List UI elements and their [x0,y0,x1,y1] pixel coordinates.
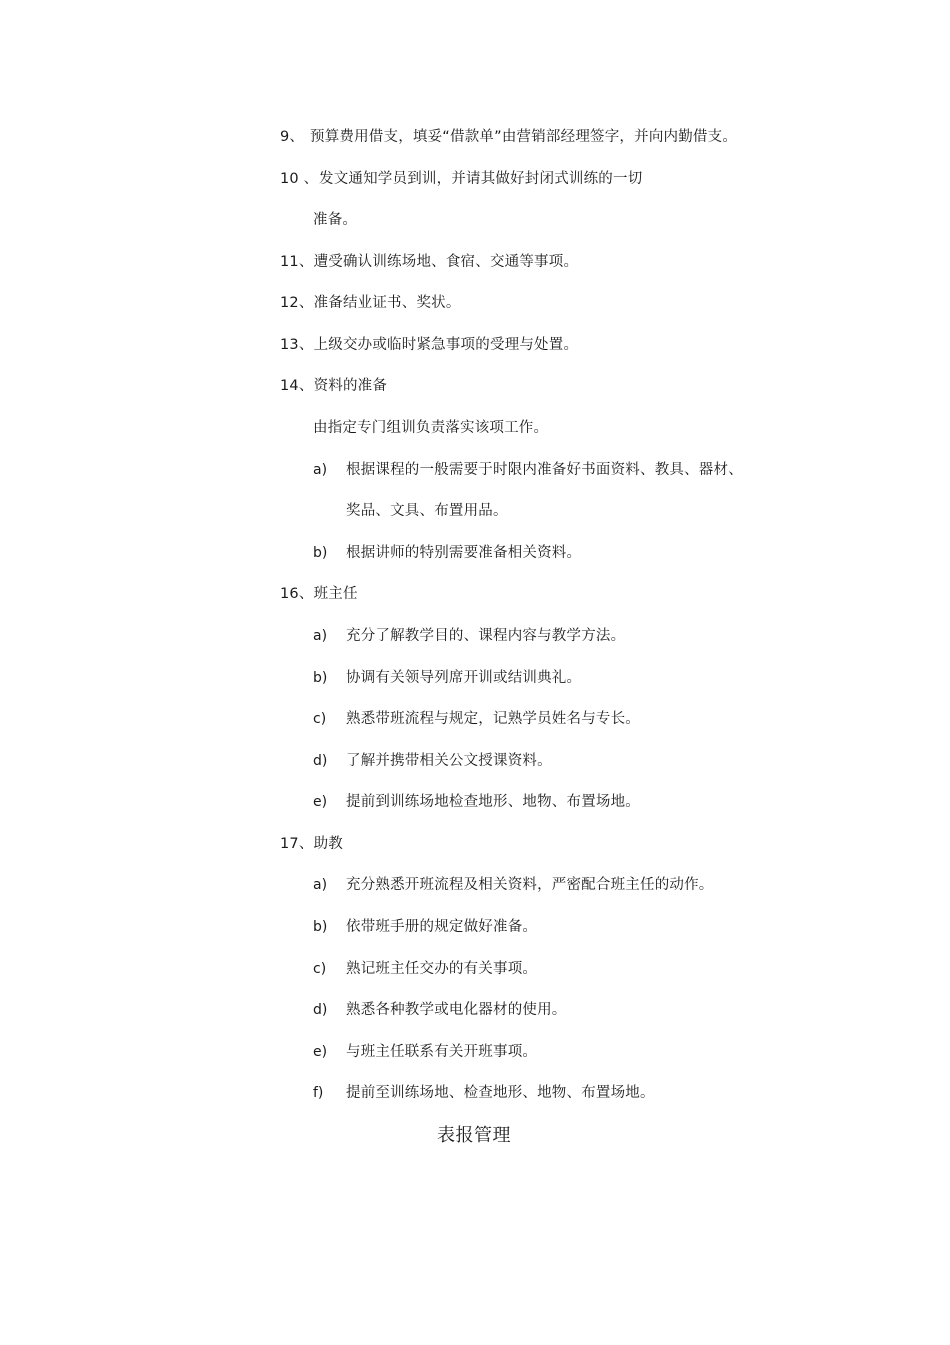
list-marker: b) [313,670,328,686]
item-number: 9、 [280,129,305,145]
item-12 [280,293,461,313]
list-item-continuation: 奖品、文具、布置用品。 [346,503,508,519]
list-item-text: 充分熟悉开班流程及相关资料，严密配合班主任的动作。 [346,877,714,893]
item-16 [280,584,358,604]
list-marker: d) [313,753,328,769]
list-marker: e) [313,794,328,810]
item-text: 预算费用借支，填妥“借款单”由营销部经理签字，并向内勤借支。 [310,129,738,145]
item-13 [280,335,578,355]
item-9 [280,127,737,147]
item-number: 11、 [280,254,314,270]
item-text: 班主任 [313,586,358,602]
item-number: 12、 [280,295,314,311]
list-marker: f) [313,1085,324,1101]
list-marker: c) [313,711,327,727]
list-marker: b) [313,545,328,561]
list-item-text: 根据课程的一般需要于时限内准备好书面资料、教具、器材、 [346,462,743,478]
item-17 [280,834,343,854]
item-text: 发文通知学员到训，并请其做好封闭式训练的一切 [319,171,643,187]
item-number: 17、 [280,836,314,852]
item-10 [280,169,642,189]
section-title: 表报管理 [437,1125,511,1146]
list-marker: c) [313,961,327,977]
list-item-text: 熟悉带班流程与规定，记熟学员姓名与专长。 [346,711,640,727]
item-text: 遭受确认训练场地、食宿、交通等事项。 [313,254,579,270]
list-item-text: 熟悉各种教学或电化器材的使用。 [346,1002,567,1018]
list-item-text: 根据讲师的特别需要准备相关资料。 [346,545,582,561]
item-number: 10 、 [280,171,319,187]
list-marker: e) [313,1044,328,1060]
item-number: 14、 [280,378,314,394]
list-marker: a) [313,628,328,644]
list-item-text: 了解并携带相关公文授课资料。 [346,753,552,769]
list-item-text: 与班主任联系有关开班事项。 [346,1044,538,1060]
item-14-intro: 由指定专门组训负责落实该项工作。 [313,420,549,436]
list-item-text: 熟记班主任交办的有关事项。 [346,961,538,977]
item-text: 资料的准备 [313,378,388,394]
item-number: 16、 [280,586,314,602]
list-item-text: 协调有关领导列席开训或结训典礼。 [346,670,582,686]
item-text: 助教 [313,836,343,852]
list-marker: b) [313,919,328,935]
list-item-text: 依带班手册的规定做好准备。 [346,919,538,935]
list-item-text: 充分了解教学目的、课程内容与教学方法。 [346,628,626,644]
item-11 [280,252,578,272]
item-text: 准备结业证书、奖状。 [313,295,461,311]
item-number: 13、 [280,337,314,353]
list-item-text: 提前到训练场地检查地形、地物、布置场地。 [346,794,640,810]
item-10-continuation: 准备。 [313,212,358,228]
item-text: 上级交办或临时紧急事项的受理与处置。 [313,337,579,353]
list-item-text: 提前至训练场地、检查地形、地物、布置场地。 [346,1085,655,1101]
list-marker: a) [313,877,328,893]
item-14 [280,376,387,396]
list-marker: d) [313,1002,328,1018]
list-marker: a) [313,462,328,478]
